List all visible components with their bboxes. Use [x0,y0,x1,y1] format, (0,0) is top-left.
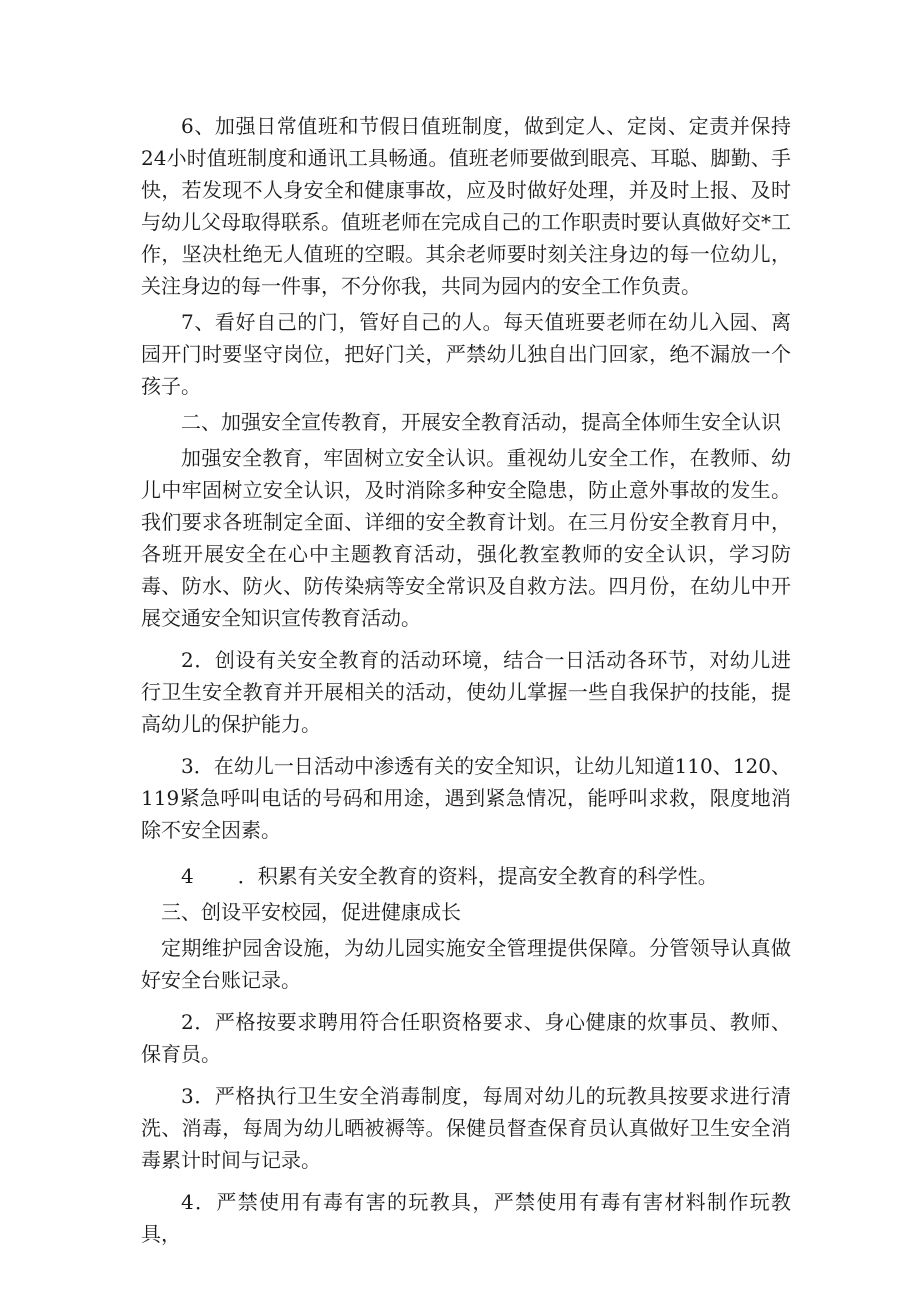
paragraph-item-2-environment: 2．创设有关安全教育的活动环境，结合一日活动各环节，对幼儿进行卫生安全教育并开展相关的活动，使幼儿掌握一些自我保护的技能，提高幼儿的保护能力。 [141,648,791,736]
paragraph-duty-system: 6、加强日常值班和节假日值班制度，做到定人、定岗、定责并保持24小时值班制度和通讯工具畅通。值班老师要做到眼亮、耳聪、脚勤、手快，若发现不人身安全和健康事故，应及时做好处理，并及时上报、及时与幼儿父母取得联系。值班老师在完成自己的工作职责时要认真做好交*工作，坚决杜绝无人值班的空暇。其余老师要时刻关注身边的每一位幼儿，关注身边的每一件事，不分你我，共同为园内的安全工作负责。 [141,114,791,298]
section-heading-safe-campus: 三、创设平安校园，促进健康成长 [161,900,461,924]
paragraph-facility-maintenance: 定期维护园舍设施，为幼儿园实施安全管理提供保障。分管领导认真做好安全台账记录。 [141,936,791,992]
item-number: 4 [181,864,194,888]
section-heading-safety-education: 二、加强安全宣传教育，开展安全教育活动，提高全体师生安全认识 [181,410,781,434]
paragraph-item-4-toys: 4．严禁使用有毒有害的玩教具，严禁使用有毒有害材料制作玩教具， [141,1190,791,1246]
paragraph-item-3-emergency-calls: 3．在幼儿一日活动中渗透有关的安全知识，让幼儿知道110、120、119紧急呼叫电话的号码和用途，遇到紧急情况，能呼叫求救，限度地消除不安全因素。 [141,754,791,842]
item-text: ．积累有关安全教育的资料，提高安全教育的科学性。 [237,864,718,888]
document-body [141,110,791,1250]
paragraph-item-3-disinfection: 3．严格执行卫生安全消毒制度，每周对幼儿的玩教具按要求进行清洗、消毒，每周为幼儿晒被褥等。保健员督查保育员认真做好卫生安全消毒累计时间与记录。 [141,1084,791,1172]
paragraph-item-2-hiring: 2．严格按要求聘用符合任职资格要求、身心健康的炊事员、教师、保育员。 [141,1010,791,1066]
paragraph-gate-watch: 7、看好自己的门，管好自己的人。每天值班要老师在幼儿入园、离园开门时要坚守岗位，把好门关，严禁幼儿独自出门回家，绝不漏放一个孩子。 [141,310,791,398]
paragraph-item-4-materials [141,860,791,892]
paragraph-safety-awareness: 加强安全教育，牢固树立安全认识。重视幼儿安全工作，在教师、幼儿中牢固树立安全认识，及时消除多种安全隐患，防止意外事故的发生。我们要求各班制定全面、详细的安全教育计划。在三月份安全教育月中，各班开展安全在心中主题教育活动，强化教室教师的安全认识，学习防毒、防水、防火、防传染病等安全常识及自救方法。四月份，在幼儿中开展交通安全知识宣传教育活动。 [141,446,791,630]
